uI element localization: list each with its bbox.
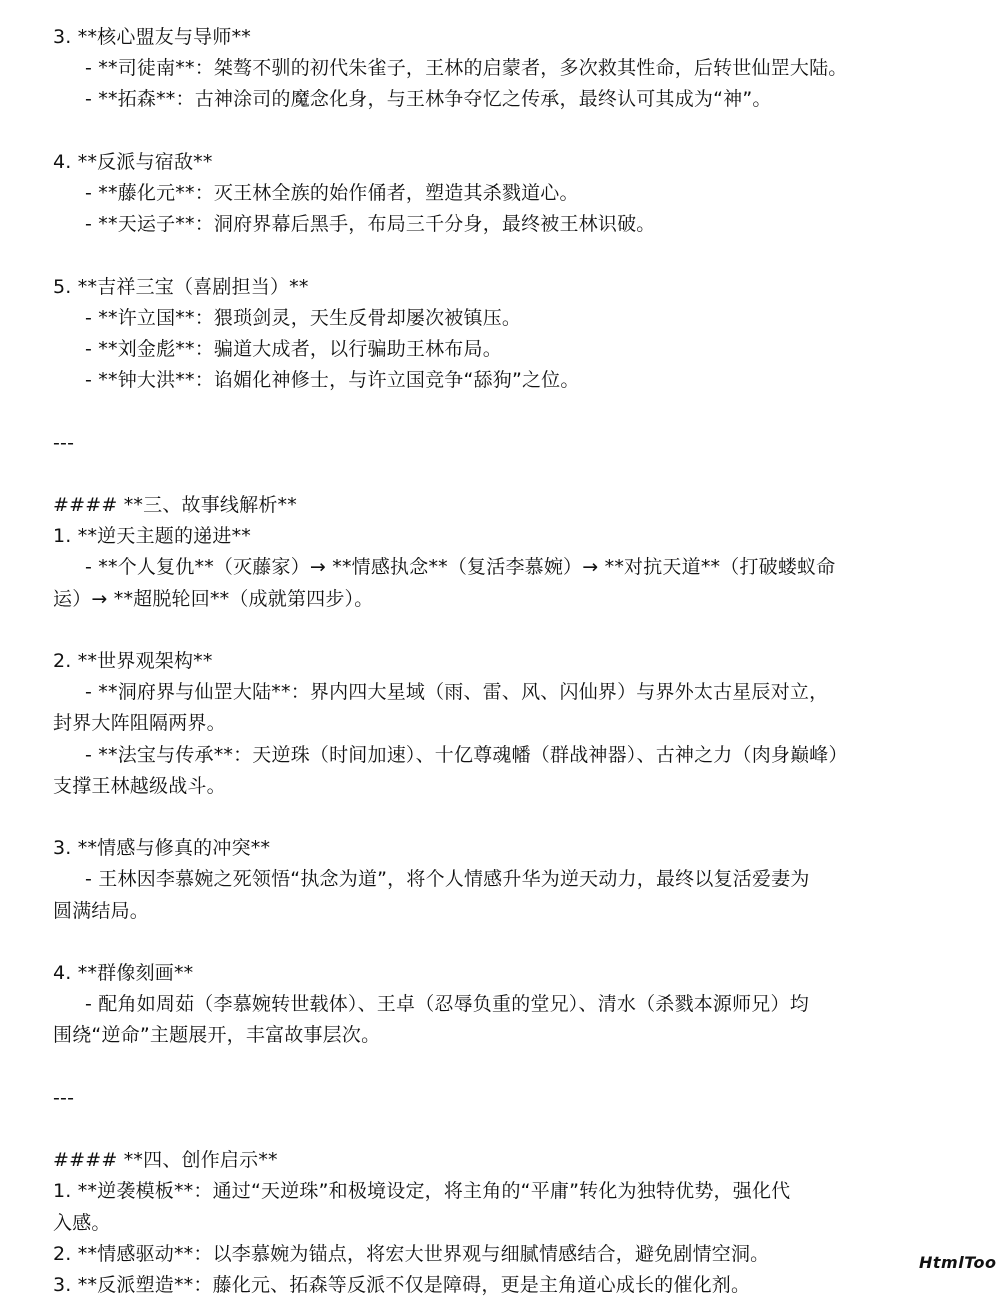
list-item: - **藤化元**：灭王林全族的始作俑者，塑造其杀戮道心。 (85, 182, 579, 204)
text-line: 运）→ **超脱轮回**（成就第四步）。 (53, 587, 374, 610)
list-item: - **法宝与传承**：天逆珠（时间加速）、十亿尊魂幡（群战神器）、古神之力（肉身巅峰） (85, 743, 848, 766)
list-item: - **拓森**：古神涂司的魔念化身，与王林争夺忆之传承，最终认可其成为“神”。 (85, 88, 772, 111)
text-line: 3. **核心盟友与导师** (53, 26, 251, 48)
list-item: - **钟大洪**：谄媚化神修士，与许立国竞争“舔狗”之位。 (85, 369, 580, 392)
text-line: 4. **反派与宿敌** (53, 150, 213, 173)
text-line: #### **四、创作启示** (53, 1149, 278, 1172)
text-line: 圆满结局。 (53, 899, 150, 922)
blank-line (53, 927, 885, 958)
blank-line (53, 802, 885, 833)
blank-line (53, 396, 885, 427)
blank-line (53, 240, 885, 271)
text-line: 2. **世界观架构** (53, 649, 213, 672)
document-body (53, 22, 885, 1301)
list-item: - **许立国**：猥琐剑灵，天生反骨却屡次被镇压。 (85, 306, 522, 329)
text-line: 入感。 (53, 1211, 111, 1234)
watermark-logo: HtmlToo (919, 1253, 997, 1272)
text-line: 1. **逆天主题的递进** (53, 525, 251, 548)
list-item: - **个人复仇**（灭藤家）→ **情感执念**（复活李慕婉）→ **对抗天道**（打破蝼蚁命 (85, 556, 836, 579)
text-line: 3. **情感与修真的冲突** (53, 837, 271, 860)
blank-line (53, 459, 885, 490)
list-item: - **洞府界与仙罡大陆**：界内四大星域（雨、雷、风、闪仙界）与界外太古星辰对立， (85, 681, 829, 704)
text-line: 5. **吉祥三宝（喜剧担当）** (53, 275, 309, 298)
text-line: 4. **群像刻画** (53, 961, 194, 984)
text-line: 封界大阵阻隔两界。 (53, 712, 226, 735)
text-line: 3. **反派塑造**：藤化元、拓森等反派不仅是障碍，更是主角道心成长的催化剂。 (53, 1273, 751, 1296)
blank-line (53, 1052, 885, 1083)
blank-line (53, 1114, 885, 1145)
list-item: - 配角如周茹（李慕婉转世载体）、王卓（忍辱负重的堂兄）、清水（杀戮本源师兄）均 (85, 993, 809, 1016)
blank-line (53, 615, 885, 646)
list-item: - 王林因李慕婉之死领悟“执念为道”，将个人情感升华为逆天动力，最终以复活爱妻为 (85, 868, 810, 891)
text-line: --- (53, 1086, 75, 1109)
text-line: --- (53, 431, 75, 454)
list-item: - **刘金彪**：骗道大成者，以行骗助王林布局。 (85, 338, 502, 360)
list-item: - **司徒南**：桀骜不驯的初代朱雀子，王林的启蒙者，多次救其性命，后转世仙罡大陆。 (85, 57, 848, 80)
text-line: 1. **逆袭模板**：通过“天逆珠”和极境设定，将主角的“平庸”转化为独特优势，强化代 (53, 1180, 791, 1203)
blank-line (53, 116, 885, 147)
text-line: 2. **情感驱动**：以李慕婉为锚点，将宏大世界观与细腻情感结合，避免剧情空洞。 (53, 1242, 770, 1265)
text-line: 支撑王林越级战斗。 (53, 774, 226, 797)
list-item: - **天运子**：洞府界幕后黑手，布局三千分身，最终被王林识破。 (85, 213, 656, 236)
text-line: #### **三、故事线解析** (53, 493, 297, 516)
text-line: 围绕“逆命”主题展开，丰富故事层次。 (53, 1024, 381, 1047)
